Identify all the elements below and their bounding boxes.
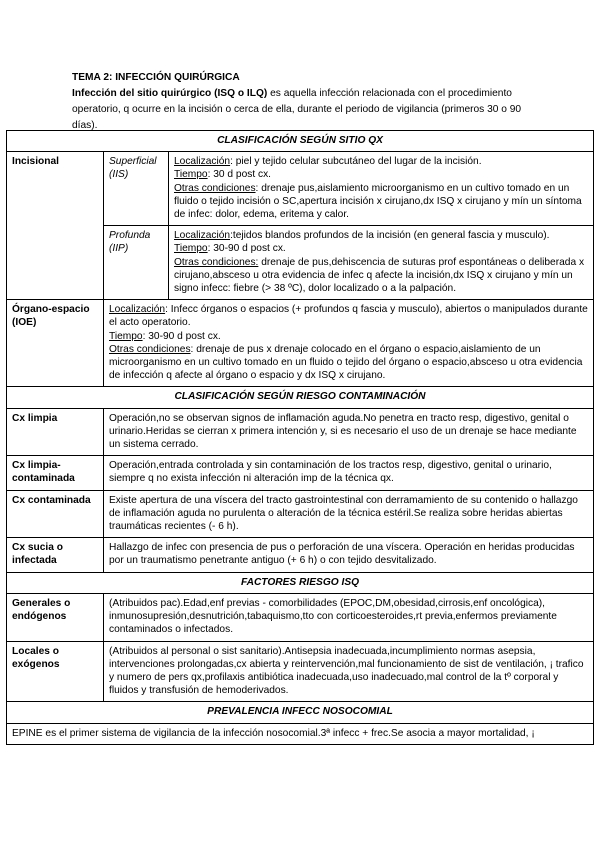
- tiempo-text: : 30 d post cx.: [207, 169, 272, 181]
- otras-line: [174, 182, 588, 222]
- subtype-abbr: (IIP): [109, 243, 129, 255]
- table-row: [7, 593, 594, 641]
- section-header-row: [7, 131, 594, 152]
- subtype-name: Profunda: [109, 230, 151, 242]
- row-text: (Atribuidos pac).Edad,enf previas - comorbilidades (EPOC,DM,obesidad,cirrosis,enf oncológica), inmunosupresión,desnutrición,tabaquismo,tto con corticoesteroides,rt previa,enfermos previamente contaminados o infectados.: [104, 593, 594, 641]
- row-text: Hallazgo de infec con presencia de pus o perforación de una víscera. Operación en heridas producidas por un traumatismo penetrante antiguo (+ 6 h) o con tejido desvitalizado.: [104, 538, 594, 572]
- row-label: Generales o endógenos: [7, 593, 104, 641]
- row-text: Existe apertura de una víscera del tracto gastrointestinal con derramamiento de su contenido o hallazgo de inflamación aguda no purulenta o alteración de la técnica estéril.Se realiza sobre heridas abiertas traumáticas recientes (- 6 h).: [104, 490, 594, 538]
- subtype-name: Superficial: [109, 156, 157, 168]
- row-text: (Atribuidos al personal o sist sanitario).Antisepsia inadecuada,incumplimiento normas asepsia, intervenciones prolongadas,cx abierta y reintervención,mal funcionamiento de sist de ventilación, ¡ trafico y numero de pers qx,profilaxis antibiótica inadecuada,uso inadecuado,mal control de la tº corporal y fluidos y transfusión de hemoderivados.: [104, 641, 594, 702]
- section-header-row: [7, 572, 594, 593]
- table-row: [7, 408, 594, 456]
- page-title: TEMA 2: INFECCIÓN QUIRÚRGICA: [72, 72, 240, 83]
- row-text: Operación,no se observan signos de inflamación aguda.No penetra en tracto resp, digestivo, genital o urinario.Heridas se cierran x primera intención y, si es necesario el uso de un drenaje se hace mediante un sistema cerrado.: [104, 408, 594, 456]
- localizacion-label: Localización: [174, 230, 231, 242]
- prevalencia-text: EPINE es el primer sistema de vigilancia de la infección nosocomial.3ª infecc + frec.Se asocia a mayor mortalidad, ¡: [7, 723, 594, 744]
- tiempo-text: : 30-90 d post cx.: [142, 330, 221, 342]
- otras-text: : drenaje de pus x drenaje colocado en el órgano o espacio,aislamiento de un microorganismo en un cultivo tomado en un fluido o tejido del órgano o espacio,absceso u otra evidencia de infección q afecte al órgano o espacio y dx ISQ x cirujano.: [109, 343, 583, 382]
- row-label: Cx contaminada: [7, 490, 104, 538]
- row-text: Operación,entrada controlada y sin contaminación de los tractos resp, digestivo, genital o urinario, siempre q no exista infección ni alteración imp de la técnica qx.: [104, 456, 594, 490]
- row-label: Locales o exógenos: [7, 641, 104, 702]
- section-header-sitio: CLASIFICACIÓN SEGÚN SITIO QX: [7, 131, 594, 152]
- localizacion-label: Localización: [109, 304, 166, 316]
- table-row: [7, 152, 594, 226]
- localizacion-text: : piel y tejido celular subcutáneo del lugar de la incisión.: [230, 156, 482, 168]
- intro-block: [72, 70, 542, 134]
- localizacion-line: [174, 155, 588, 168]
- row-label-organo: Órgano-espacio (IOE): [7, 300, 104, 387]
- classification-table: [6, 130, 594, 745]
- otras-text: drenaje de pus,dehiscencia de suturas prof espontáneas o deliberada x cirujano,absceso u otra evidencia de infec q afecte la incisión,dx ISQ x cirujano y mín un signo infecc: fiebre (> 38 ºC), dolor localizado o a la palpación.: [174, 256, 585, 295]
- row-label: Cx limpia-contaminada: [7, 456, 104, 490]
- tiempo-label: Tiempo: [174, 169, 208, 181]
- otras-label: Otras condiciones:: [174, 256, 259, 268]
- subtype-superficial: [104, 152, 169, 226]
- superficial-details: [169, 152, 594, 226]
- localizacion-text: :tejidos blandos profundos de la incisión (en general fascia y musculo).: [230, 230, 550, 242]
- tiempo-text: : 30-90 d post cx.: [207, 243, 286, 255]
- profunda-details: [169, 226, 594, 300]
- organo-details: [104, 300, 594, 387]
- tiempo-label: Tiempo: [174, 243, 208, 255]
- tiempo-line: [174, 242, 588, 255]
- otras-line: [109, 343, 588, 383]
- otras-label: Otras condiciones: [109, 343, 191, 355]
- subtype-profunda: [104, 226, 169, 300]
- tiempo-label: Tiempo: [109, 330, 143, 342]
- section-header-prevalencia: PREVALENCIA INFECC NOSOCOMIAL: [7, 702, 594, 723]
- intro-lead-bold: Infección del sitio quirúrgico (ISQ o ILQ): [72, 88, 268, 99]
- section-header-row: [7, 387, 594, 408]
- tiempo-line: [109, 330, 588, 343]
- tiempo-line: [174, 168, 588, 181]
- table-row: [7, 723, 594, 744]
- otras-line: [174, 256, 588, 296]
- otras-text: : drenaje pus,aislamiento microorganismo en un cultivo tomado en un fluido o tejido incisión o SC,apertura incisión x cirujano,dx ISQ x cirujano y mín un síntoma de infec: dolor, edema, eritema y calor.: [174, 182, 582, 221]
- section-header-factores: FACTORES RIESGO ISQ: [7, 572, 594, 593]
- localizacion-label: Localización: [174, 156, 231, 168]
- row-label: Cx sucia o infectada: [7, 538, 104, 572]
- localizacion-line: [174, 229, 588, 242]
- section-header-riesgo: CLASIFICACIÓN SEGÚN RIESGO CONTAMINACIÓN: [7, 387, 594, 408]
- intro-paragraph: [72, 86, 542, 134]
- table-row: [7, 300, 594, 387]
- table-row: [7, 641, 594, 702]
- table-row: [7, 490, 594, 538]
- table-row: [7, 538, 594, 572]
- subtype-abbr: (IIS): [109, 169, 129, 181]
- row-label-incisional: Incisional: [7, 152, 104, 300]
- localizacion-line: [109, 303, 588, 329]
- localizacion-text: : Infecc órganos o espacios (+ profundos q fascia y musculo), abiertos o manipulados durante el acto operatorio.: [109, 304, 588, 329]
- section-header-row: [7, 702, 594, 723]
- intro-lead-text: es aquella infección relacionada con el procedimiento operatorio, q ocurre en la incisión o cerca de ella, durante el periodo de vigilancia (primeros 30 o 90 días).: [72, 88, 522, 131]
- row-label: Cx limpia: [7, 408, 104, 456]
- otras-label: Otras condiciones: [174, 182, 256, 194]
- table-row: [7, 456, 594, 490]
